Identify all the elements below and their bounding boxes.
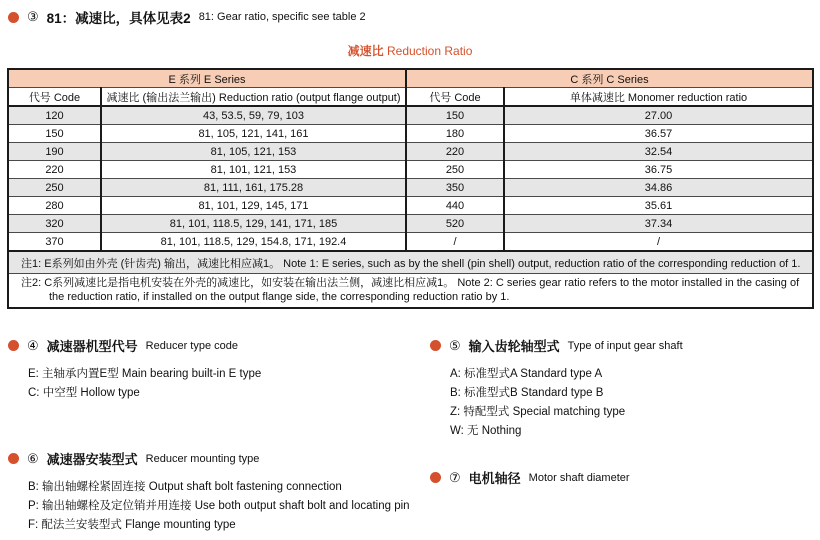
section-6-title-zh: 减速器安装型式 bbox=[46, 452, 138, 467]
table-note-1-row bbox=[8, 251, 813, 274]
circled-number-4: ④ bbox=[27, 337, 39, 353]
c-code-cell: 350 bbox=[406, 179, 504, 197]
table-body bbox=[8, 106, 813, 251]
item-3-label-zh: 81：减速比，具体见表2 bbox=[46, 11, 191, 26]
e-ratio-cell: 81, 101, 118.5, 129, 154.8, 171, 192.4 bbox=[101, 233, 406, 252]
table-row bbox=[8, 125, 813, 143]
section-7-title-en: Motor shaft diameter bbox=[528, 471, 630, 484]
c-code-cell: 250 bbox=[406, 161, 504, 179]
table-row bbox=[8, 161, 813, 179]
list-item: B: 标准型式B Standard type B bbox=[450, 387, 604, 399]
table-row bbox=[8, 233, 813, 252]
circled-number-7: ⑦ bbox=[449, 469, 461, 485]
orange-bullet-icon bbox=[8, 453, 19, 464]
c-ratio-cell: 34.86 bbox=[504, 179, 813, 197]
orange-bullet-icon bbox=[8, 12, 19, 23]
reduction-ratio-table bbox=[7, 68, 814, 309]
table-row bbox=[8, 197, 813, 215]
circled-number-3: ③ bbox=[27, 9, 39, 24]
e-ratio-cell: 81, 105, 121, 141, 161 bbox=[101, 125, 406, 143]
item-3-gear-ratio-note bbox=[8, 7, 366, 27]
c-code-cell: 520 bbox=[406, 215, 504, 233]
section-input-gear-shaft-type bbox=[430, 336, 683, 441]
e-code-cell: 190 bbox=[8, 143, 101, 161]
table-title-en: Reduction Ratio bbox=[386, 44, 473, 58]
circled-number-5: ⑤ bbox=[449, 337, 461, 353]
e-code-header: 代号 Code bbox=[8, 88, 101, 107]
c-ratio-cell: 32.54 bbox=[504, 143, 813, 161]
section-6-items bbox=[28, 478, 410, 535]
list-item: W: 无 Nothing bbox=[450, 425, 522, 437]
e-ratio-header: 减速比 (输出法兰输出) Reduction ratio (output flange output) bbox=[101, 88, 406, 107]
c-ratio-cell: 37.34 bbox=[504, 215, 813, 233]
item-3-label-en: 81: Gear ratio, specific see table 2 bbox=[198, 11, 366, 23]
e-code-cell: 280 bbox=[8, 197, 101, 215]
section-7-title bbox=[430, 468, 630, 487]
e-ratio-cell: 81, 101, 129, 145, 171 bbox=[101, 197, 406, 215]
section-4-title bbox=[8, 336, 261, 355]
section-6-title-en: Reducer mounting type bbox=[145, 452, 260, 465]
section-6-title bbox=[8, 449, 410, 468]
column-header-row bbox=[8, 88, 813, 107]
e-code-cell: 250 bbox=[8, 179, 101, 197]
list-item: F: 配法兰安装型式 Flange mounting type bbox=[28, 519, 236, 531]
table-title-zh: 减速比 bbox=[347, 44, 384, 58]
c-code-header: 代号 Code bbox=[406, 88, 504, 107]
table-row bbox=[8, 215, 813, 233]
c-ratio-header: 单体减速比 Monomer reduction ratio bbox=[504, 88, 813, 107]
section-4-items bbox=[28, 365, 261, 403]
section-4-title-zh: 减速器机型代号 bbox=[46, 339, 138, 354]
section-5-title bbox=[430, 336, 683, 355]
section-5-title-en: Type of input gear shaft bbox=[567, 339, 683, 352]
c-ratio-cell: 27.00 bbox=[504, 106, 813, 125]
e-code-cell: 320 bbox=[8, 215, 101, 233]
e-code-cell: 370 bbox=[8, 233, 101, 252]
section-reducer-mounting-type bbox=[8, 449, 410, 535]
table-note-2-row bbox=[8, 274, 813, 309]
c-ratio-cell: / bbox=[504, 233, 813, 252]
c-code-cell: 220 bbox=[406, 143, 504, 161]
list-item: P: 输出轴螺栓及定位销并用连接 Use both output shaft bolt and locating pin bbox=[28, 500, 410, 512]
table-note-2-line1: 注2: C系列减速比是指电机安装在外壳的减速比，如安装在输出法兰侧，减速比相应减1。 Note 2: C series gear ratio refers to the motor installed in the casing of bbox=[21, 277, 800, 289]
e-ratio-cell: 81, 101, 121, 153 bbox=[101, 161, 406, 179]
e-ratio-cell: 81, 105, 121, 153 bbox=[101, 143, 406, 161]
section-5-title-zh: 输入齿轮轴型式 bbox=[468, 339, 560, 354]
c-code-cell: 150 bbox=[406, 106, 504, 125]
c-ratio-cell: 35.61 bbox=[504, 197, 813, 215]
list-item: C: 中空型 Hollow type bbox=[28, 387, 140, 399]
e-code-cell: 150 bbox=[8, 125, 101, 143]
series-header-row bbox=[8, 69, 813, 88]
table-row bbox=[8, 143, 813, 161]
e-code-cell: 120 bbox=[8, 106, 101, 125]
table-row bbox=[8, 179, 813, 197]
orange-bullet-icon bbox=[8, 340, 19, 351]
table-row bbox=[8, 106, 813, 125]
e-ratio-cell: 81, 101, 118.5, 129, 141, 171, 185 bbox=[101, 215, 406, 233]
section-5-items bbox=[450, 365, 683, 441]
list-item: Z: 特配型式 Special matching type bbox=[450, 406, 626, 418]
c-code-cell: 440 bbox=[406, 197, 504, 215]
section-4-title-en: Reducer type code bbox=[145, 339, 239, 352]
c-code-cell: 180 bbox=[406, 125, 504, 143]
e-ratio-cell: 43, 53.5, 59, 79, 103 bbox=[101, 106, 406, 125]
c-code-cell: / bbox=[406, 233, 504, 252]
section-7-title-zh: 电机轴径 bbox=[468, 471, 521, 486]
c-series-header: C 系列 C Series bbox=[406, 69, 813, 88]
list-item: B: 输出轴螺栓紧固连接 Output shaft bolt fastening connection bbox=[28, 481, 342, 493]
list-item: A: 标准型式A Standard type A bbox=[450, 368, 603, 380]
c-ratio-cell: 36.75 bbox=[504, 161, 813, 179]
orange-bullet-icon bbox=[430, 472, 441, 483]
table-note-2 bbox=[8, 274, 813, 309]
e-ratio-cell: 81, 111, 161, 175.28 bbox=[101, 179, 406, 197]
table-note-1: 注1: E系列如由外壳 (针齿壳) 输出，减速比相应减1。 Note 1: E series, such as by the shell (pin shell) output, reduction ratio of the corresponding reduction of 1. bbox=[8, 251, 813, 274]
circled-number-6: ⑥ bbox=[27, 450, 39, 466]
section-motor-shaft-diameter bbox=[430, 468, 630, 487]
e-code-cell: 220 bbox=[8, 161, 101, 179]
table-note-2-line2: the reduction ratio, if installed on the output flange side, the corresponding reduction ratio by 1. bbox=[49, 291, 510, 303]
orange-bullet-icon bbox=[430, 340, 441, 351]
c-ratio-cell: 36.57 bbox=[504, 125, 813, 143]
list-item: E: 主轴承内置E型 Main bearing built-in E type bbox=[28, 368, 262, 380]
section-reducer-type-code bbox=[8, 336, 261, 403]
e-series-header: E 系列 E Series bbox=[8, 69, 406, 88]
table-title bbox=[0, 42, 820, 59]
